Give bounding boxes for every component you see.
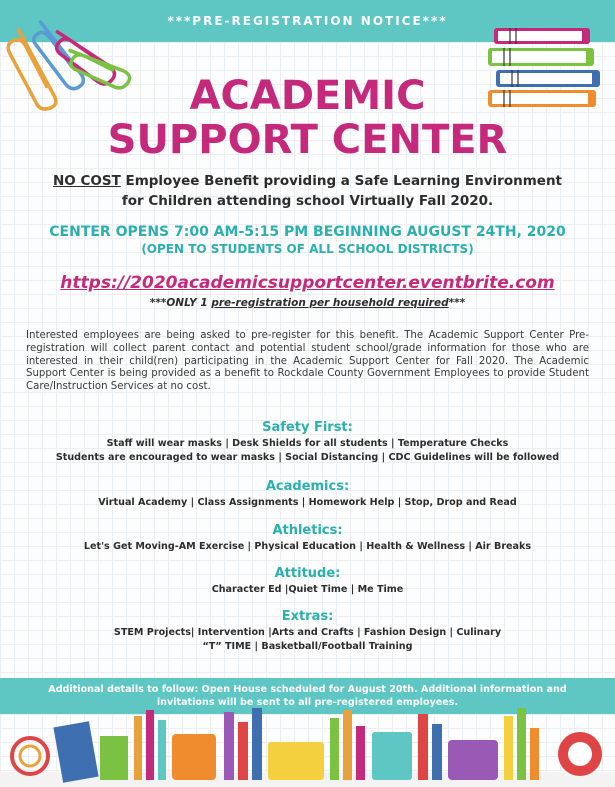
section-line-academics-1: Virtual Academy | Class Assignments | Homework Help | Stop, Drop and Read [98, 497, 517, 508]
registration-requirement [0, 296, 615, 310]
no-cost-label: NO COST [52, 173, 121, 189]
benefit-line2: for Children attending school Virtually Fall 2020. [121, 193, 494, 209]
section-line-safety-1: Staff will wear masks | Desk Shields for all students | Temperature Checks [106, 438, 509, 449]
footer-line2: invitations will be sent to all pre-registered employees. [156, 697, 459, 708]
section-heading-athletics: Athletics: [272, 523, 343, 538]
section-line-safety-2: Students are encouraged to wear masks | Social Distancing | CDC Guidelines will be followed [55, 452, 560, 463]
intro-paragraph: Interested employees are being asked to pre-register for this benefit. The Academic Support Center Pre-registration will collect parent contact and potential student school/grade information for those who are interested in their child(ren) participating in the Academic Support Center for Fall 2020. The Academic Support Center is being provided as a benefit to Rockdale County Government Employees to provide Student Care/Instruction Services at no cost. [26, 330, 589, 393]
section-line-athletics-1: Let's Get Moving-AM Exercise | Physical Education | Health & Wellness | Air Breaks [83, 541, 532, 552]
section-heading-attitude: Attitude: [274, 566, 341, 581]
pre-registration-banner: ***PRE-REGISTRATION NOTICE*** [0, 0, 615, 42]
footer-line1: Additional details to follow: Open House scheduled for August 20th. Additional information and [48, 684, 567, 695]
section-line-attitude-1: Character Ed |Quiet Time | Me Time [211, 584, 404, 595]
section-heading-academics: Academics: [265, 479, 350, 494]
section-line-extras-1: STEM Projects| Intervention |Arts and Crafts | Fashion Design | Culinary [113, 627, 502, 638]
section-heading-extras: Extras: [281, 609, 334, 624]
title-academic: ACADEMIC [189, 73, 426, 119]
center-hours: CENTER OPENS 7:00 AM-5:15 PM BEGINNING AUGUST 24TH, 2020 [49, 224, 566, 240]
requirement-suffix: *** [448, 297, 466, 309]
benefit-line1: Employee Benefit providing a Safe Learning Environment [120, 173, 563, 189]
section-line-extras-2: “T” TIME | Basketball/Football Training [202, 641, 413, 652]
school-supplies-illustration [0, 706, 615, 787]
section-heading-safety: Safety First: [262, 420, 353, 435]
benefit-description [0, 171, 615, 211]
title-support-center: SUPPORT CENTER [107, 117, 508, 163]
requirement-prefix: ***ONLY 1 [149, 297, 212, 309]
open-to-all-note: (OPEN TO STUDENTS OF ALL SCHOOL DISTRICTS) [141, 242, 474, 256]
requirement-text: pre-registration per household required [211, 297, 449, 309]
eventbrite-link[interactable]: https://2020academicsupportcenter.eventbrite.com [60, 273, 555, 293]
